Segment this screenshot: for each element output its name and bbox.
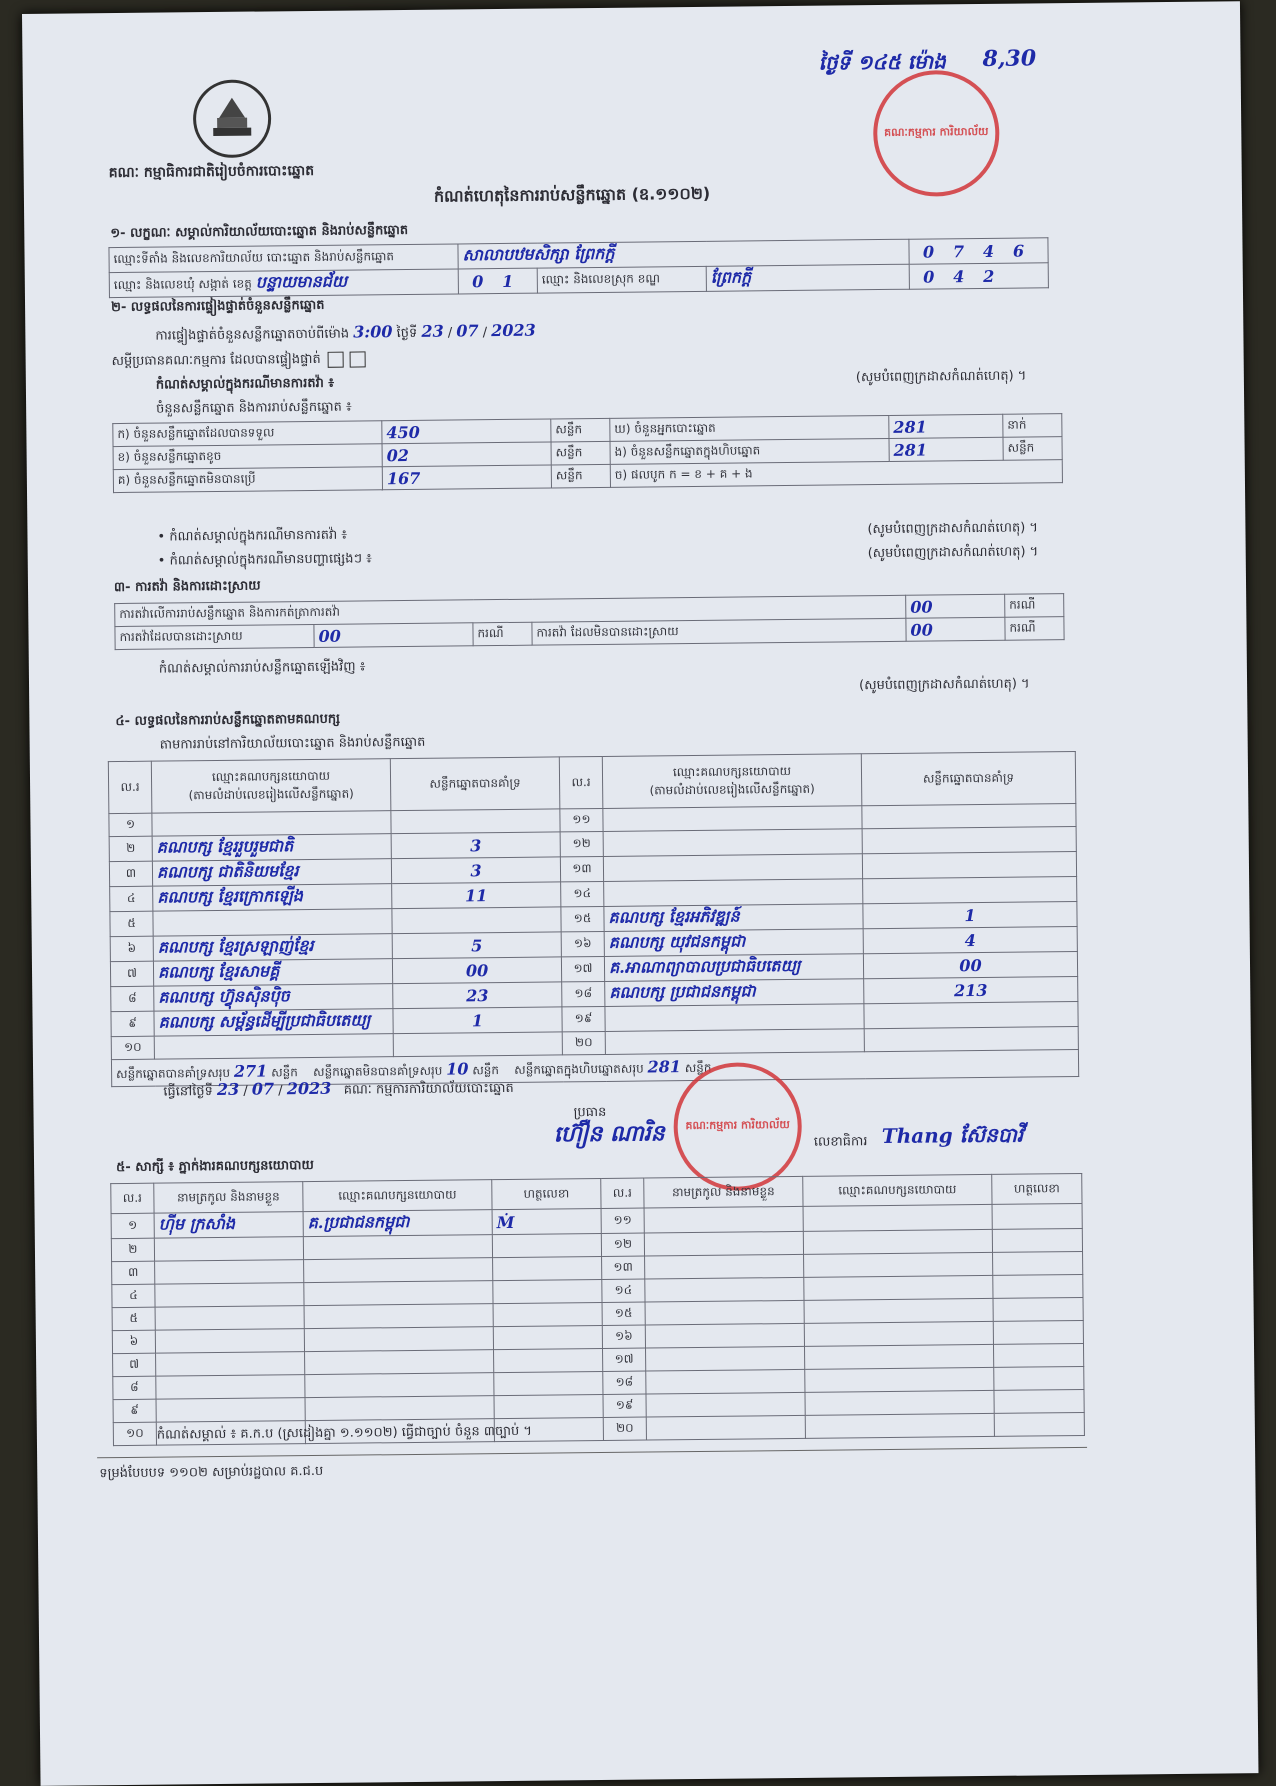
- party-name: គណបក្ស ហ៊្វុនស៊ិនប៉ិច: [154, 984, 393, 1012]
- ballot-count-table: [112, 413, 1063, 493]
- witness-party: [805, 1390, 994, 1415]
- ballot-row-c: គ) ចំនួនសន្លឹកឆ្នោតមិនបានប្រើ 167 សន្លឹក ច) ផលបូក ក = ខ + គ + ង: [113, 460, 1062, 493]
- party-name: [604, 879, 863, 907]
- witness-party: [804, 1252, 993, 1277]
- witness-name: [644, 1206, 803, 1233]
- witness-no: ១: [111, 1213, 154, 1238]
- witness-signature: [993, 1320, 1083, 1344]
- no-checkbox: [350, 351, 366, 367]
- witness-party: [804, 1321, 993, 1346]
- unresolved-value: 00: [906, 617, 1005, 641]
- district-digits: 0 4 2: [909, 263, 1048, 289]
- witness-no: ៨: [113, 1376, 156, 1399]
- party-name: [603, 829, 862, 857]
- location-label: ឈ្មោះទីតាំង និងលេខការិយាល័យ បោះឆ្នោត និងរាប់សន្លឹកឆ្នោត: [109, 244, 458, 273]
- witness-name: [155, 1283, 304, 1308]
- commune-digits: 0 1: [458, 268, 537, 294]
- total-invalid-value: 10: [446, 1058, 469, 1079]
- witness-no: ៧: [113, 1353, 156, 1376]
- party-votes: [391, 809, 560, 834]
- witness-party: [803, 1204, 992, 1231]
- witness-no: ២: [111, 1238, 154, 1261]
- location-value: សាលាបឋមសិក្សា ព្រែកក្ដី: [458, 239, 909, 269]
- witness-name: [646, 1392, 805, 1417]
- party-no: ៣: [109, 861, 152, 886]
- footer: ទម្រង់បែបបទ ១១០២ សម្រាប់រដ្ឋបាល គ.ជ.ប: [99, 1463, 324, 1482]
- chair-signature: ហ៊ឿន ណារិន: [553, 1120, 665, 1148]
- witness-no: ១១: [601, 1208, 644, 1233]
- witness-signature: [992, 1228, 1082, 1252]
- party-no: ៤: [110, 886, 153, 911]
- section4-subline: តាមការរាប់នៅការិយាល័យបោះឆ្នោត និងរាប់សន្លឹកឆ្នោត: [159, 734, 426, 753]
- witness-name: [156, 1352, 305, 1377]
- section5-heading: ៥- សាក្សី ៖ ភ្នាក់ងារគណបក្សនយោបាយ: [116, 1158, 314, 1176]
- party-name: គណបក្ស ប្រជាជនកម្ពុជា: [605, 979, 864, 1007]
- witness-name: [645, 1277, 804, 1302]
- party-votes: 1: [393, 1007, 562, 1034]
- witness-name: [156, 1375, 305, 1400]
- party-no: ១៧: [561, 956, 604, 981]
- party-no: ៧: [110, 961, 153, 986]
- witness-no: ១៨: [603, 1371, 646, 1394]
- middle-stamp: គណៈកម្មការ ការិយាល័យ: [673, 1062, 802, 1191]
- witness-no: ៥: [112, 1307, 155, 1330]
- commune-row: ឈ្មោះ និងលេខឃុំ សង្កាត់ ខេត្ត បន្ទាយមានជ័យ: [109, 269, 458, 298]
- footer-rule: [97, 1447, 1087, 1458]
- party-votes: 23: [393, 982, 562, 1009]
- party-name: [154, 1034, 393, 1060]
- witness-signature: [493, 1279, 602, 1303]
- party-name: គណបក្ស សម្ព័ន្ធដើម្បីប្រជាធិបតេយ្យ: [154, 1009, 393, 1037]
- witness-party: [305, 1396, 494, 1421]
- witness-signature: [993, 1251, 1083, 1275]
- party-no: ៨: [111, 986, 154, 1011]
- party-no: ១២: [560, 831, 603, 856]
- footnote: កំណត់សម្គាល់ ៖ គ.ក.ប (ស្រដៀងគ្នា ១.១១០២) ធ្វើជាច្បាប់ ចំនួន ៣ច្បាប់ ។: [156, 1423, 533, 1443]
- total-box-value: 281: [647, 1056, 682, 1077]
- secretary-label: លេខាធិការ: [813, 1134, 868, 1150]
- party-votes: [862, 852, 1076, 879]
- count-month: 07: [456, 321, 479, 341]
- party-no: ៩: [111, 1011, 154, 1036]
- witness-party: [804, 1298, 993, 1323]
- district-label: ឈ្មោះ និងលេខស្រុក ខណ្ឌ: [537, 266, 706, 293]
- witness-party: [304, 1258, 493, 1283]
- witness-signature: [993, 1274, 1083, 1298]
- party-votes: [863, 877, 1077, 904]
- note-problem: • កំណត់សម្គាល់ក្នុងករណីមានបញ្ហាផ្សេងៗ ៖: [157, 551, 372, 569]
- witness-signature: [493, 1302, 602, 1326]
- witness-name: [646, 1346, 805, 1371]
- emblem-logo: [193, 79, 272, 158]
- party-votes: 00: [863, 951, 1077, 978]
- party-name: [152, 811, 391, 837]
- party-votes: [862, 804, 1076, 829]
- note-dispute: • កំណត់សម្គាល់ក្នុងករណីមានការតវ៉ា ៖: [157, 527, 348, 545]
- secretary-signature: Thang ស៊ែនបាវី: [881, 1122, 1024, 1149]
- top-time: 8,30: [982, 45, 1037, 72]
- party-votes: [392, 907, 561, 934]
- witness-signature: [994, 1412, 1084, 1436]
- witness-no: ១៧: [603, 1348, 646, 1371]
- witness-no: ៣: [112, 1261, 155, 1284]
- ballot-row-b: ខ) ចំនួនសន្លឹកឆ្នោតខូច 02 សន្លឹក ង) ចំនួនសន្លឹកឆ្នោតក្នុងហិបឆ្នោត 281 សន្លឹក: [113, 437, 1062, 470]
- district-value: ព្រែកក្ដី: [706, 264, 909, 291]
- total-valid-value: 271: [233, 1060, 268, 1081]
- totals-row: សន្លឹកឆ្នោតបានគាំទ្រសរុប 271 សន្លឹក សន្លឹកឆ្នោតមិនបានគាំទ្រសរុប 10 សន្លឹក សន្លឹកឆ្នោតក្នុងហិបឆ្នោតសរុប 281 សន្លឹក: [111, 1049, 1078, 1086]
- party-name: [603, 854, 862, 882]
- location-digits: 0 7 4 6: [909, 238, 1048, 264]
- note-problem-tail: (សូមបំពេញក្រដាសកំណត់ហេតុ) ។: [867, 544, 1039, 562]
- party-votes: 11: [392, 882, 561, 909]
- witness-name: [646, 1415, 805, 1440]
- count-year: 2023: [491, 320, 536, 341]
- witness-party: [804, 1344, 993, 1369]
- witness-no: ១៩: [603, 1394, 646, 1417]
- witness-party: [804, 1275, 993, 1300]
- party-votes: [864, 1001, 1078, 1028]
- dispute-note-label: កំណត់សម្គាល់ក្នុងករណីមានការតវ៉ា ៖: [155, 375, 335, 393]
- party-no: ៦: [110, 936, 153, 961]
- witness-no: ១៥: [602, 1302, 645, 1325]
- witness-signature: [494, 1394, 603, 1418]
- chair-label: ប្រធាន: [573, 1104, 607, 1121]
- party-votes: [864, 1026, 1078, 1051]
- party-no: ១៦: [561, 931, 604, 956]
- witness-signature: [994, 1389, 1084, 1413]
- witness-party: [805, 1367, 994, 1392]
- witness-signature: [993, 1343, 1083, 1367]
- ballot-count-label: ចំនួនសន្លឹកឆ្នោត និងការរាប់សន្លឹកឆ្នោត ៖: [156, 399, 352, 417]
- witness-party: [305, 1350, 494, 1375]
- witness-name: [644, 1231, 803, 1256]
- witness-party: [305, 1373, 494, 1398]
- party-name: [605, 1029, 864, 1055]
- witness-no: ១៤: [602, 1279, 645, 1302]
- party-no: ១៩: [562, 1006, 605, 1031]
- witness-signature: [493, 1256, 602, 1280]
- count-time-line: ការផ្ទៀងផ្ទាត់ចំនួនសន្លឹកឆ្នោតចាប់ពីម៉ោង 3:00 ថ្ងៃទី 23 / 07 / 2023: [155, 320, 536, 344]
- witness-signature: [494, 1348, 603, 1372]
- party-name: គណបក្ស ខ្មែររួបរួមជាតិ: [152, 834, 391, 862]
- party-no: ១១: [560, 808, 603, 831]
- party-name: [603, 806, 862, 832]
- dispute-count-label: ការតវ៉ាលើការរាប់សន្លឹកឆ្នោត និងការកត់ត្រាការតវ៉ា: [115, 595, 906, 626]
- party-no: ១៨: [562, 981, 605, 1006]
- witness-name: [646, 1369, 805, 1394]
- witness-name: [155, 1306, 304, 1331]
- witness-party: [304, 1327, 493, 1352]
- party-no: ១៤: [561, 881, 604, 906]
- count-time: 3:00: [353, 322, 393, 342]
- witness-signature: [992, 1203, 1082, 1229]
- party-name: [153, 909, 392, 937]
- section1-table: [108, 237, 1048, 298]
- witness-name: [645, 1300, 804, 1325]
- party-name: គណបក្ស ខ្មែរអភិវឌ្ឍន៍: [604, 904, 863, 932]
- witness-party: [805, 1413, 994, 1438]
- note-dispute-tail: (សូមបំពេញក្រដាសកំណត់ហេតុ) ។: [867, 520, 1039, 538]
- witness-no: ៩: [113, 1399, 156, 1422]
- dispute-note-tail: (សូមបំពេញក្រដាសកំណត់ហេតុ) ។: [855, 368, 1027, 386]
- witness-no: ១០: [113, 1422, 156, 1445]
- witness-no: ២០: [603, 1417, 646, 1440]
- witness-party: [304, 1304, 493, 1329]
- top-note: ថ្ងៃទី​ ១៤៥ ម៉ោង: [818, 49, 946, 75]
- party-name: គ.អាណាព្យាបាលប្រជាធិបតេយ្យ: [604, 954, 863, 982]
- done-date: ធ្វើនៅថ្ងៃទី 23 / 07 / 2023 គណៈ កម្មការការិយាល័យបោះឆ្នោត: [163, 1078, 514, 1100]
- org-name: គណៈ កម្មាធិការជាតិរៀបចំការបោះឆ្នោត: [108, 162, 315, 182]
- party-votes: [393, 1032, 562, 1057]
- witness-party: [303, 1235, 492, 1260]
- witness-party: [304, 1281, 493, 1306]
- witness-party: គ.ប្រជាជនកម្ពុជា: [303, 1210, 492, 1237]
- party-name: គណបក្ស ខ្មែរស្រឡាញ់ខ្មែរ: [153, 934, 392, 962]
- party-votes: [862, 827, 1076, 854]
- witness-signature: [993, 1297, 1083, 1321]
- witness-name: [156, 1398, 305, 1423]
- party-no: ១០: [111, 1036, 154, 1059]
- party-no: ១៣: [560, 856, 603, 881]
- party-name: គណបក្ស ខ្មែរសាមគ្គី: [153, 959, 392, 987]
- section1-heading: ១- លក្ខណៈ សម្គាល់ការិយាល័យបោះឆ្នោត និងរាប់សន្លឹកឆ្នោត: [110, 222, 409, 242]
- party-votes: 1: [863, 902, 1077, 929]
- section2-heading: ២- លទ្ធផលនៃការផ្ទៀងផ្ទាត់ចំនួនសន្លឹកឆ្នោត: [111, 297, 325, 316]
- count-day: 23: [421, 321, 444, 341]
- party-no: ១: [109, 813, 152, 836]
- party-no: ៥: [110, 911, 153, 936]
- resolved-value: 00: [314, 623, 473, 648]
- temple-icon: [205, 92, 260, 147]
- section3-table: ការតវ៉ាលើការរាប់សន្លឹកឆ្នោត និងការកត់ត្រាការតវ៉ា 00 ករណី ការតវ៉ាដែលបានដោះស្រាយ 00 ករណី ការតវ៉ា ដែលមិនបានដោះស្រាយ 00 ករណី: [114, 593, 1064, 650]
- dispute-count-value: 00: [906, 594, 1005, 618]
- witness-no: ៦: [112, 1330, 155, 1353]
- party-votes: 213: [864, 976, 1078, 1003]
- witness-name: [645, 1323, 804, 1348]
- witness-no: ១៣: [602, 1256, 645, 1279]
- party-votes: 4: [863, 927, 1077, 954]
- witness-signature: [994, 1366, 1084, 1390]
- top-stamp: គណៈកម្មការ ការិយាល័យ: [873, 70, 1000, 197]
- witness-signature: [494, 1371, 603, 1395]
- ballot-row-a: ក) ចំនួនសន្លឹកឆ្នោតដែលបានទទួល 450 សន្លឹក ឃ) ចំនួនអ្នកបោះឆ្នោត 281 នាក់: [113, 414, 1062, 447]
- witness-table: ល.រ នាមត្រកូល និងនាមខ្លួន ឈ្មោះគណបក្សនយោបាយ ហត្ថលេខា ល.រ នាមត្រកូល និងនាមខ្លួន ឈ្មោះគណបក្សនយោបាយ ហត្ថលេខា ១ ហ៊ីម ក្រសាំង គ.ប្រជាជនកម្ពុជា Ṁ ១១ ២ ១២ ៣ ១៣ ៤ ១៤ ៥ ១៥ ៦ ១៦ ៧ ១៧ ៨ ១៨ ៩ ១៩ ១០ ២០: [110, 1173, 1085, 1446]
- witness-no: ៤: [112, 1284, 155, 1307]
- party-no: ២: [109, 836, 152, 861]
- form-title: កំណត់ហេតុនៃការរាប់សន្លឹកឆ្នោត (ឧ.១១០២): [433, 183, 711, 206]
- witness-name: [154, 1237, 303, 1262]
- witness-signature: Ṁ: [492, 1209, 601, 1235]
- party-votes: 5: [392, 932, 561, 959]
- recount-note: កំណត់សម្គាល់ការរាប់សន្លឹកឆ្នោតឡើងវិញ ៖: [158, 659, 366, 677]
- witness-name: [645, 1254, 804, 1279]
- verify-line: សម្ដីប្រធានគណៈកម្មការ ដែលបានផ្ទៀងផ្ទាត់: [112, 350, 369, 372]
- party-votes: 3: [391, 832, 560, 859]
- witness-name: ហ៊ីម ក្រសាំង: [154, 1212, 303, 1239]
- party-name: គណបក្ស ខ្មែរក្រោកឡើង: [153, 884, 392, 912]
- witness-signature: [493, 1325, 602, 1349]
- party-name: [605, 1004, 864, 1032]
- witness-no: ១២: [601, 1233, 644, 1256]
- party-name: គណបក្ស យុវជនកម្ពុជា: [604, 929, 863, 957]
- party-no: ១៥: [561, 906, 604, 931]
- party-name: គណបក្ស ជាតិនិយមខ្មែរ: [152, 859, 391, 887]
- recount-note-tail: (សូមបំពេញក្រដាសកំណត់ហេតុ) ។: [859, 676, 1030, 694]
- yes-checkbox: [328, 351, 344, 367]
- section3-heading: ៣- ការតវ៉ា និងការដោះស្រាយ: [113, 578, 261, 596]
- form-sheet: [22, 1, 1258, 1786]
- party-no: ២០: [562, 1031, 605, 1054]
- witness-no: ១៦: [602, 1325, 645, 1348]
- party-votes: 3: [391, 857, 560, 884]
- witness-name: [155, 1329, 304, 1354]
- witness-signature: [492, 1234, 601, 1258]
- witness-name: [155, 1260, 304, 1285]
- section4-heading: ៤- លទ្ធផលនៃការរាប់សន្លឹកឆ្នោតតាមគណបក្ស: [115, 711, 341, 730]
- witness-party: [803, 1229, 992, 1254]
- party-results-table: ល.រ ឈ្មោះគណបក្សនយោបាយ (តាមលំដាប់លេខរៀងលើសន្លឹកឆ្នោត) សន្លឹកឆ្នោតបានគាំទ្រ ល.រ ឈ្មោះគណបក្សនយោបាយ (តាមលំដាប់លេខរៀងលើសន្លឹកឆ្នោត) សន្លឹកឆ្នោតបានគាំទ្រ ១ ១១ ២ គណបក្ស ខ្មែររួបរួមជាតិ 3 ១២ ៣ គណបក្ស ជាតិនិយមខ្មែរ 3 ១៣ ៤ គណបក្ស ខ្មែរក្រោកឡើង 11 ១៤ ៥ ១៥ គណបក្ស ខ្មែរអភិវឌ្ឍន៍ 1 ៦ គណបក្ស ខ្មែរស្រឡាញ់ខ្មែរ 5 ១៦ គណបក្ស យុវជនកម្ពុជា 4 ៧ គណបក្ស ខ្មែរសាមគ្គី 00 ១៧ គ.អាណាព្យាបាលប្រជាធិបតេយ្យ 00 ៨ គណបក្ស ហ៊្វុនស៊ិនប៉ិច 23 ១៨ គណបក្ស ប្រជាជនកម្ពុជា 213 ៩ គណបក្ស សម្ព័ន្ធដើម្បីប្រជាធិបតេយ្យ 1 ១៩ ១០ ២០ សន្លឹកឆ្នោតបានគាំទ្រសរុប 271 សន្លឹក សន្លឹកឆ្នោតមិនបានគាំទ្រសរុប 10 សន្លឹក សន្លឹកឆ្នោតក្នុងហិបឆ្នោតសរុប 281 សន្លឹក: [108, 751, 1079, 1087]
- party-votes: 00: [392, 957, 561, 984]
